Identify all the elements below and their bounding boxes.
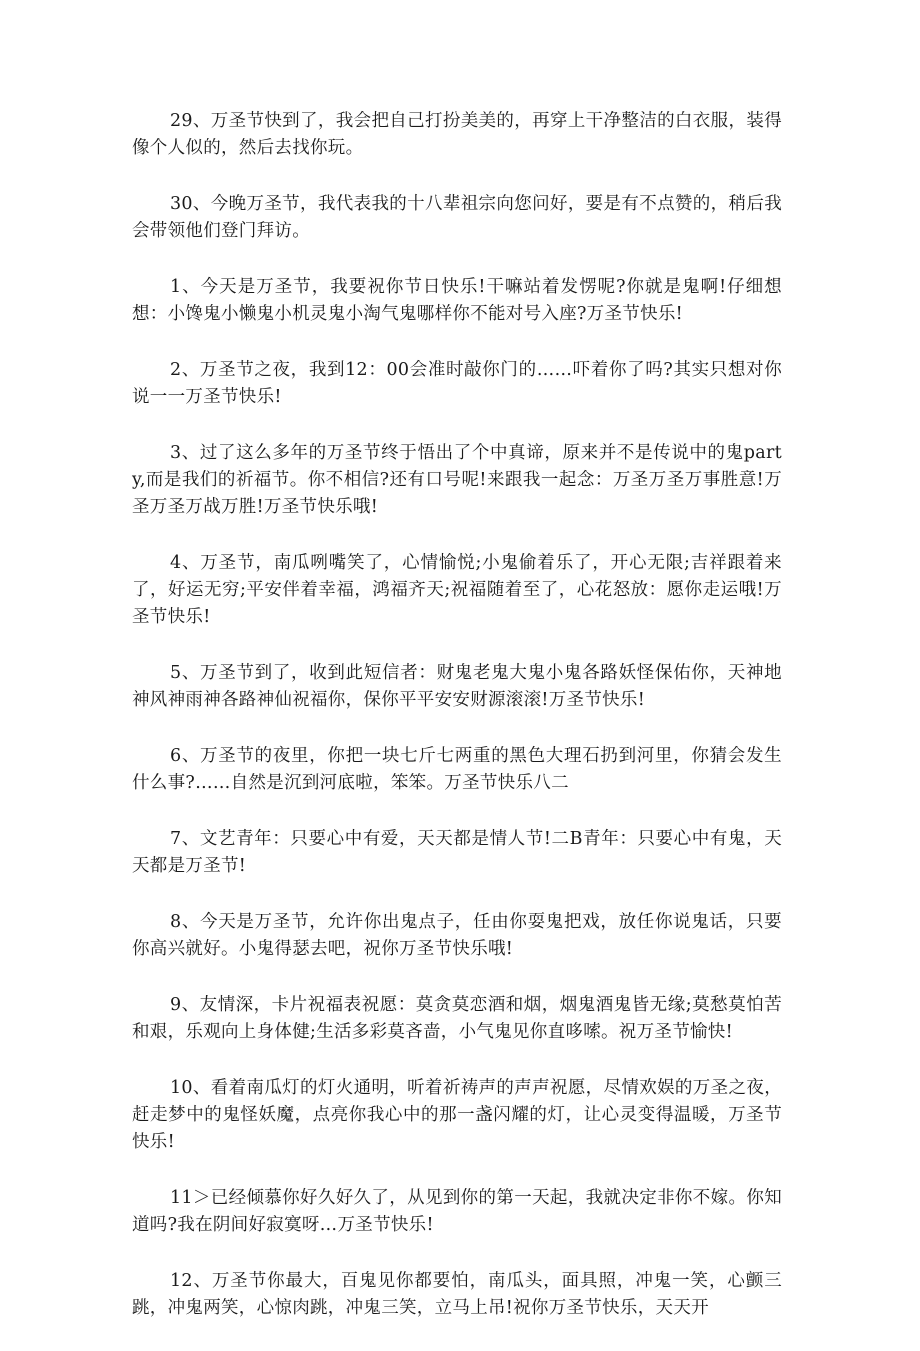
paragraph-3: 3、过了这么多年的万圣节终于悟出了个中真谛，原来并不是传说中的鬼party,而是我们的祈福节。你不相信?还有口号呢!来跟我一起念：万圣万圣万事胜意!万圣万圣万战万胜!万圣节快乐哦! bbox=[132, 443, 782, 517]
paragraph-5: 5、万圣节到了，收到此短信者：财鬼老鬼大鬼小鬼各路妖怪保佑你，天神地神风神雨神各路神仙祝福你，保你平平安安财源滚滚!万圣节快乐! bbox=[132, 663, 782, 710]
paragraph-8: 8、今天是万圣节，允许你出鬼点子，任由你耍鬼把戏，放任你说鬼话，只要你高兴就好。小鬼得瑟去吧，祝你万圣节快乐哦! bbox=[132, 912, 782, 959]
paragraph-4: 4、万圣节，南瓜咧嘴笑了，心情愉悦;小鬼偷着乐了，开心无限;吉祥跟着来了，好运无穷;平安伴着幸福，鸿福齐天;祝福随着至了，心花怒放：愿你走运哦!万圣节快乐! bbox=[132, 553, 782, 627]
paragraph-10: 10、看着南瓜灯的灯火通明，听着祈祷声的声声祝愿，尽情欢娱的万圣之夜，赶走梦中的鬼怪妖魔，点亮你我心中的那一盏闪耀的灯，让心灵变得温暖，万圣节快乐! bbox=[132, 1078, 782, 1152]
paragraph-2: 2、万圣节之夜，我到12：00会准时敲你门的……吓着你了吗?其实只想对你说一一万圣节快乐! bbox=[132, 360, 782, 407]
paragraph-12: 12、万圣节你最大，百鬼见你都要怕，南瓜头，面具照，冲鬼一笑，心颤三跳，冲鬼两笑，心惊肉跳，冲鬼三笑，立马上吊!祝你万圣节快乐，天天开 bbox=[132, 1271, 782, 1318]
paragraph-6: 6、万圣节的夜里，你把一块七斤七两重的黑色大理石扔到河里，你猜会发生什么事?……自然是沉到河底啦，笨笨。万圣节快乐八二 bbox=[132, 746, 782, 793]
document-body bbox=[132, 108, 782, 1351]
paragraph-9: 9、友情深，卡片祝福表祝愿：莫贪莫恋酒和烟，烟鬼酒鬼皆无缘;莫愁莫怕苦和艰，乐观向上身体健;生活多彩莫吝啬，小气鬼见你直哆嗦。祝万圣节愉快! bbox=[132, 995, 782, 1042]
paragraph-29: 29、万圣节快到了，我会把自己打扮美美的，再穿上干净整洁的白衣服，装得像个人似的，然后去找你玩。 bbox=[132, 111, 782, 158]
paragraph-11: 11＞已经倾慕你好久好久了，从见到你的第一天起，我就决定非你不嫁。你知道吗?我在阴间好寂寞呀…万圣节快乐! bbox=[132, 1188, 782, 1235]
paragraph-1: 1、今天是万圣节，我要祝你节日快乐!干嘛站着发愣呢?你就是鬼啊!仔细想想：小馋鬼小懒鬼小机灵鬼小淘气鬼哪样你不能对号入座?万圣节快乐! bbox=[132, 277, 782, 324]
paragraph-7: 7、文艺青年：只要心中有爱，天天都是情人节!二B青年：只要心中有鬼，天天都是万圣节! bbox=[132, 829, 782, 876]
paragraph-30: 30、今晚万圣节，我代表我的十八辈祖宗向您问好，要是有不点赞的，稍后我会带领他们登门拜访。 bbox=[132, 194, 782, 241]
